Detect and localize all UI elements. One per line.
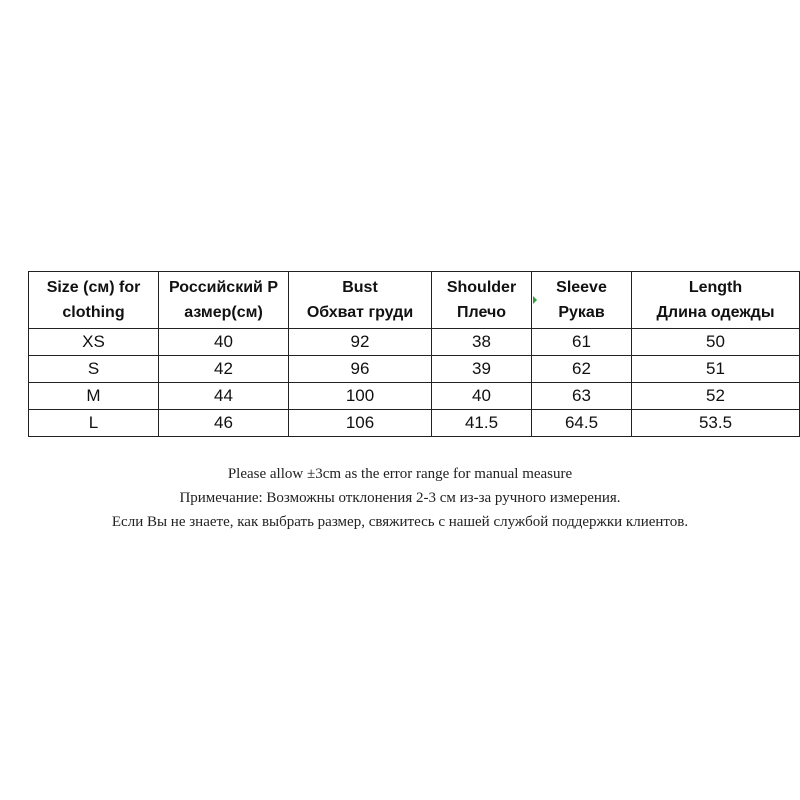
header-shoulder [432, 272, 532, 329]
header-label-line2: Длина одежды [656, 304, 775, 321]
cell-size: L [29, 410, 159, 437]
table-row [29, 356, 800, 383]
measurement-notes [0, 462, 800, 534]
header-label-line1: Size (см) for [46, 279, 141, 296]
header-russian-size [159, 272, 289, 329]
table-row [29, 383, 800, 410]
cell-sleeve: 61 [532, 329, 632, 356]
cell-russian-size: 40 [159, 329, 289, 356]
cell-size: XS [29, 329, 159, 356]
header-label-line1: Shoulder [446, 279, 517, 296]
cell-russian-size: 44 [159, 383, 289, 410]
cell-length: 53.5 [632, 410, 800, 437]
header-label-line1: Bust [342, 279, 378, 296]
table-header-row [29, 272, 800, 329]
cell-sleeve: 64.5 [532, 410, 632, 437]
cell-length: 51 [632, 356, 800, 383]
cell-corner-mark-icon [533, 296, 537, 304]
header-label-line2: Рукав [558, 304, 605, 321]
cell-size: S [29, 356, 159, 383]
cell-bust: 100 [289, 383, 432, 410]
header-label-line2: азмер(см) [184, 304, 263, 321]
table-row [29, 410, 800, 437]
header-sleeve [532, 272, 632, 329]
header-label-line2: Плечо [456, 304, 506, 321]
header-size [29, 272, 159, 329]
cell-size: M [29, 383, 159, 410]
cell-shoulder: 39 [432, 356, 532, 383]
header-bust [289, 272, 432, 329]
header-label-line1: Length [688, 279, 743, 296]
header-label-line2: Обхват груди [306, 304, 414, 321]
cell-length: 52 [632, 383, 800, 410]
cell-sleeve: 62 [532, 356, 632, 383]
note-error-range: Please allow ±3cm as the error range for manual measure [227, 466, 573, 482]
cell-russian-size: 42 [159, 356, 289, 383]
header-label-line1: Sleeve [556, 279, 607, 296]
header-label-line2: clothing [62, 304, 125, 321]
note-contact-support: Если Вы не знаете, как выбрать размер, свяжитесь с нашей службой поддержки клиентов. [111, 514, 689, 530]
size-chart-table [28, 271, 800, 437]
cell-shoulder: 40 [432, 383, 532, 410]
cell-length: 50 [632, 329, 800, 356]
cell-shoulder: 41.5 [432, 410, 532, 437]
note-russian-deviation: Примечание: Возможны отклонения 2-3 см из-за ручного измерения. [179, 490, 621, 506]
cell-bust: 96 [289, 356, 432, 383]
cell-bust: 106 [289, 410, 432, 437]
cell-shoulder: 38 [432, 329, 532, 356]
header-label-line1: Российский Р [169, 279, 278, 296]
cell-bust: 92 [289, 329, 432, 356]
cell-russian-size: 46 [159, 410, 289, 437]
header-length [632, 272, 800, 329]
cell-sleeve: 63 [532, 383, 632, 410]
table-row [29, 329, 800, 356]
